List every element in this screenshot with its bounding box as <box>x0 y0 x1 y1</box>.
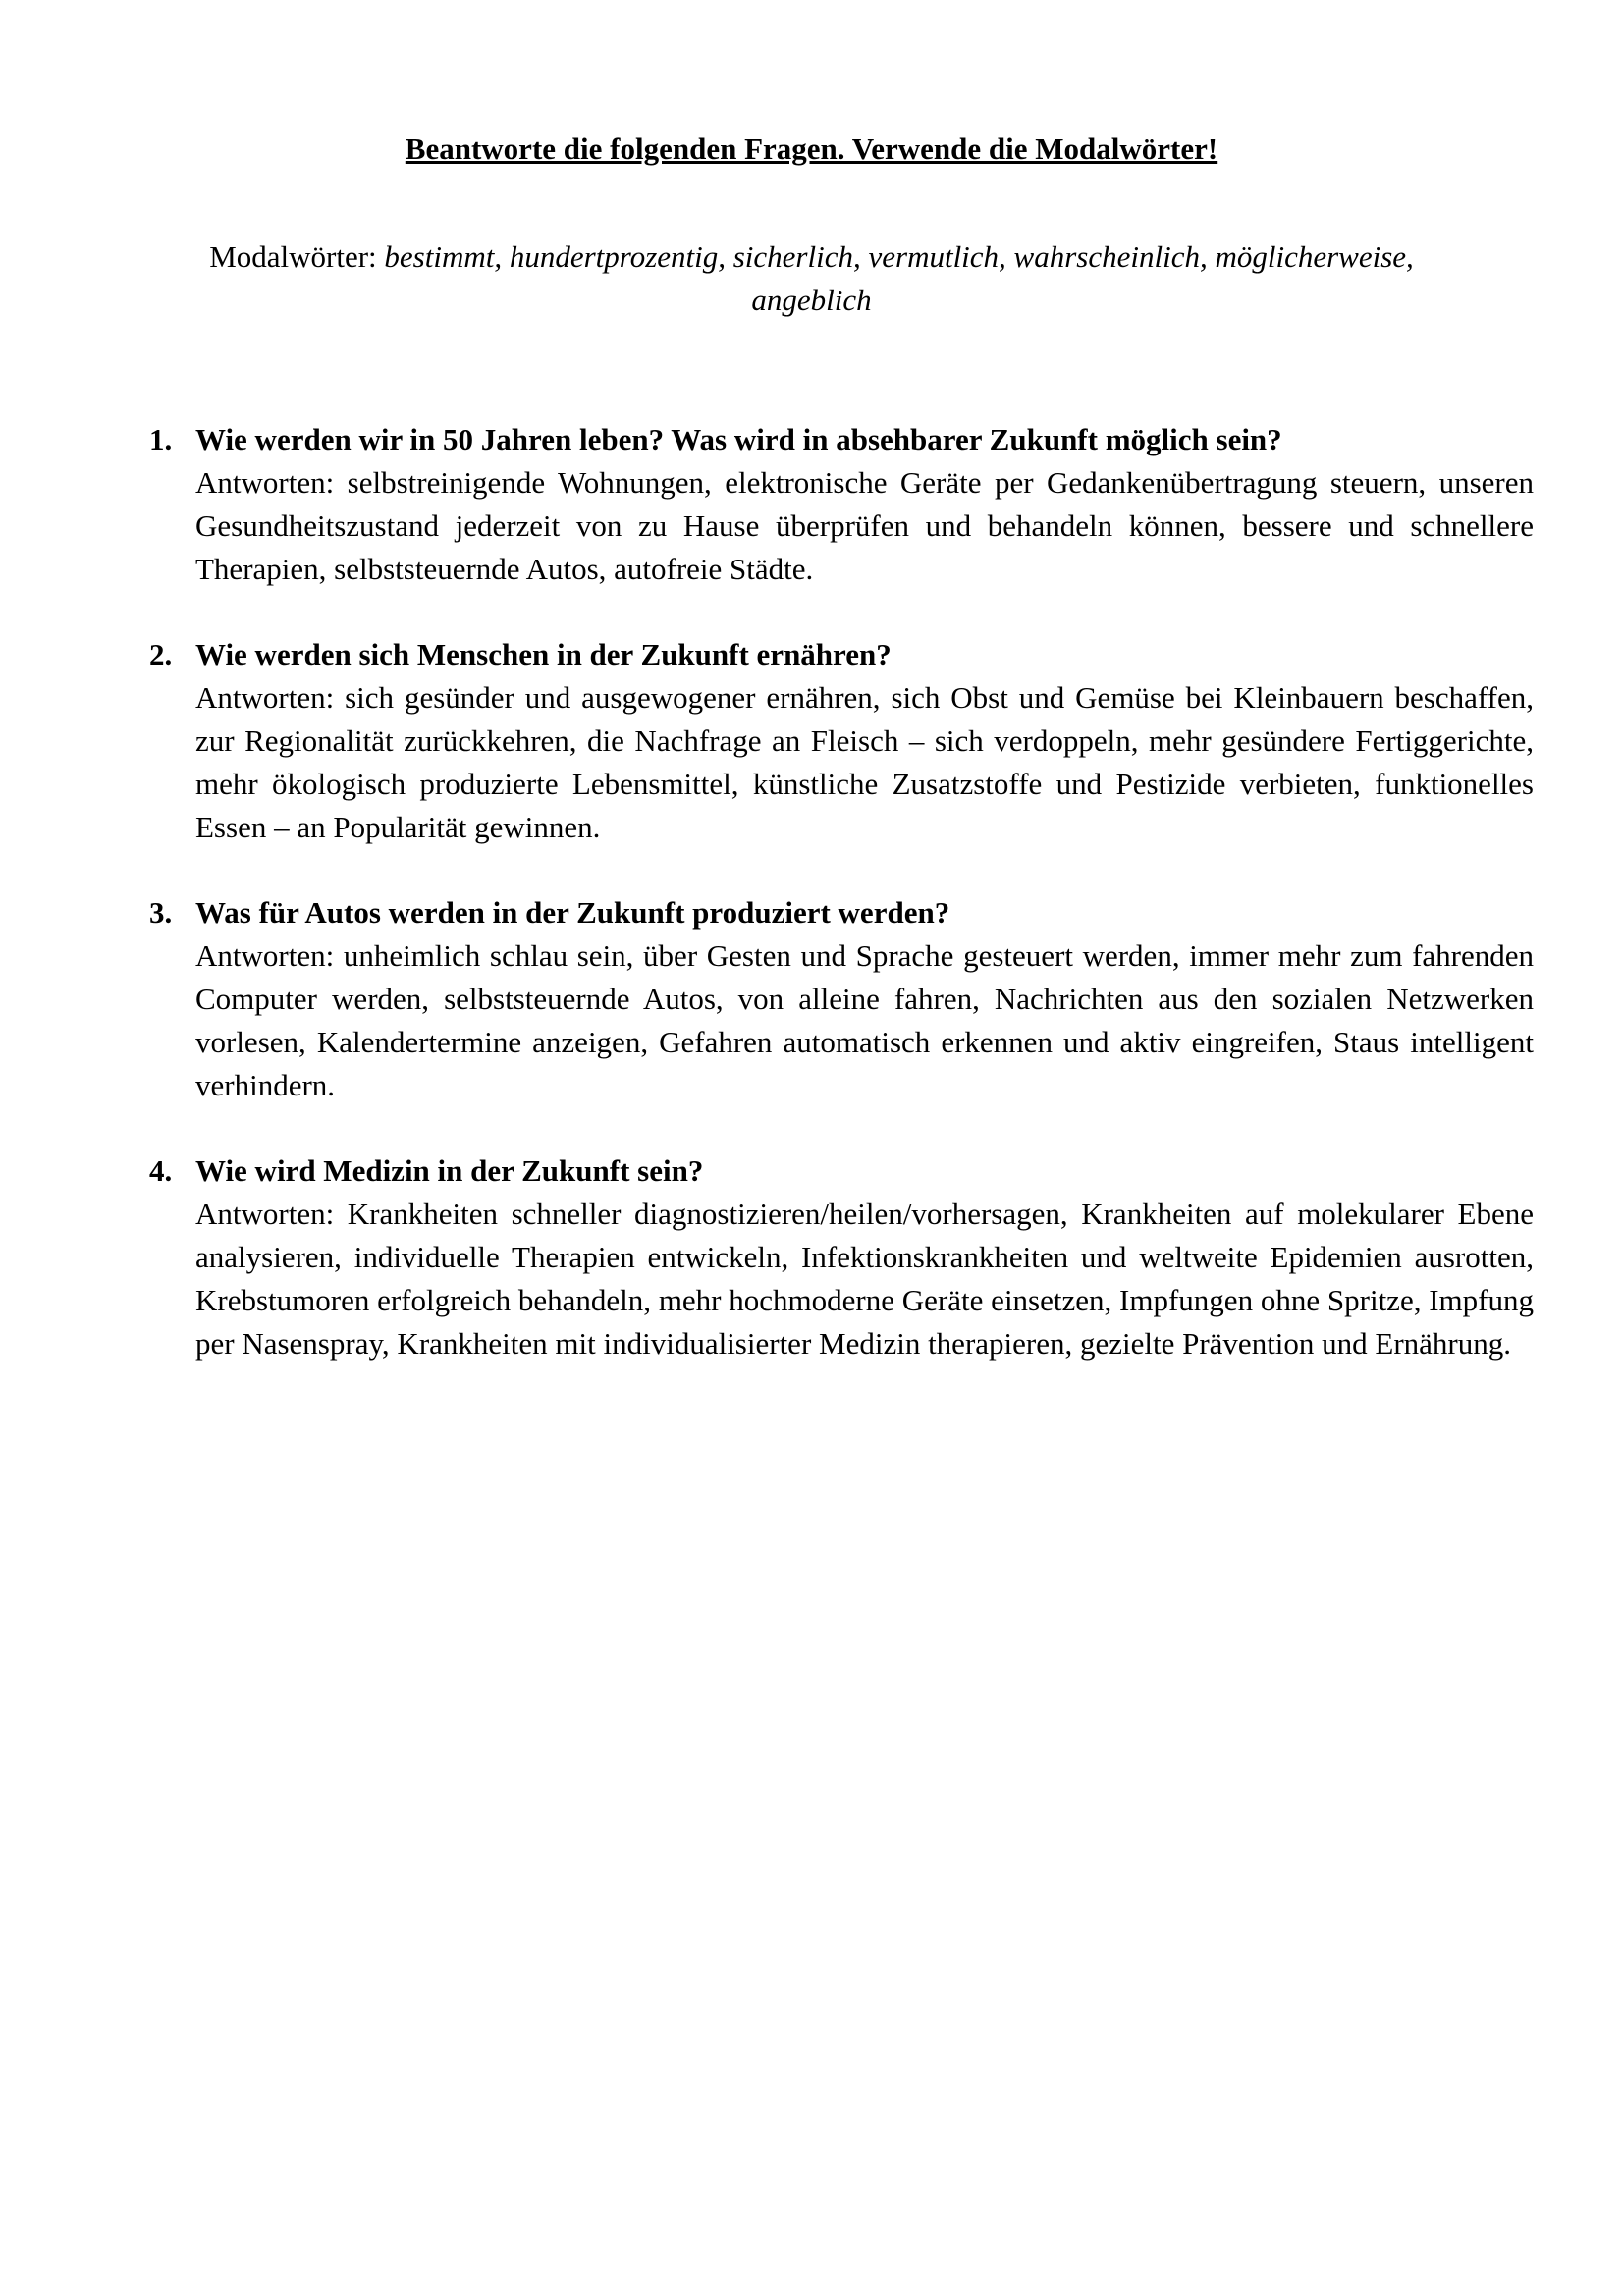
question-number: 3. <box>149 895 173 930</box>
question-text: Wie werden wir in 50 Jahren leben? Was wird in absehbarer Zukunft möglich sein? <box>195 422 1282 456</box>
question-item <box>149 418 1534 591</box>
question-item <box>149 1149 1534 1365</box>
question-list <box>149 418 1534 1408</box>
answer-text: Antworten: selbstreinigende Wohnungen, elektronische Geräte per Gedankenübertragung steuern, unseren Gesundheitszustand jederzeit von zu Hause überprüfen und behandeln können, bessere und schnellere Therapien, selbststeuernde Autos, autofreie Städte. <box>195 465 1534 586</box>
question-number: 1. <box>149 422 173 456</box>
question-item <box>149 633 1534 849</box>
question-item <box>149 891 1534 1107</box>
page-title: Beantworte die folgenden Fragen. Verwende die Modalwörter! <box>405 132 1218 166</box>
modal-words-block <box>147 236 1476 322</box>
answer-text: Antworten: unheimlich schlau sein, über Gesten und Sprache gesteuert werden, immer mehr zum fahrenden Computer werden, selbststeuernde Autos, von alleine fahren, Nachrichten aus den sozialen Netzwerken vorlesen, Kalendertermine anzeigen, Gefahren automatisch erkennen und aktiv eingreifen, Staus intelligent verhindern. <box>195 938 1534 1102</box>
modal-words-list: bestimmt, hundertprozentig, sicherlich, vermutlich, wahrscheinlich, möglicherweise, angeblich <box>384 240 1414 317</box>
question-text: Was für Autos werden in der Zukunft produziert werden? <box>195 895 950 930</box>
question-text: Wie wird Medizin in der Zukunft sein? <box>195 1153 704 1188</box>
question-text: Wie werden sich Menschen in der Zukunft ernähren? <box>195 637 892 671</box>
answer-text: Antworten: Krankheiten schneller diagnostizieren/heilen/vorhersagen, Krankheiten auf molekularer Ebene analysieren, individuelle Therapien entwickeln, Infektionskrankheiten und weltweite Epidemien ausrotten, Krebstumoren erfolgreich behandeln, mehr hochmoderne Geräte einsetzen, Impfungen ohne Spritze, Impfung per Nasenspray, Krankheiten mit individualisierter Medizin therapieren, gezielte Prävention und Ernährung. <box>195 1197 1534 1361</box>
question-number: 4. <box>149 1153 173 1188</box>
answer-text: Antworten: sich gesünder und ausgewogener ernähren, sich Obst und Gemüse bei Kleinbauern beschaffen, zur Regionalität zurückkehren, die Nachfrage an Fleisch – sich verdoppeln, mehr gesündere Fertiggerichte, mehr ökologisch produzierte Lebensmittel, künstliche Zusatzstoffe und Pestizide verbieten, funktionelles Essen – an Popularität gewinnen. <box>195 680 1534 844</box>
question-number: 2. <box>149 637 173 671</box>
modal-words-label: Modalwörter: <box>209 240 385 274</box>
